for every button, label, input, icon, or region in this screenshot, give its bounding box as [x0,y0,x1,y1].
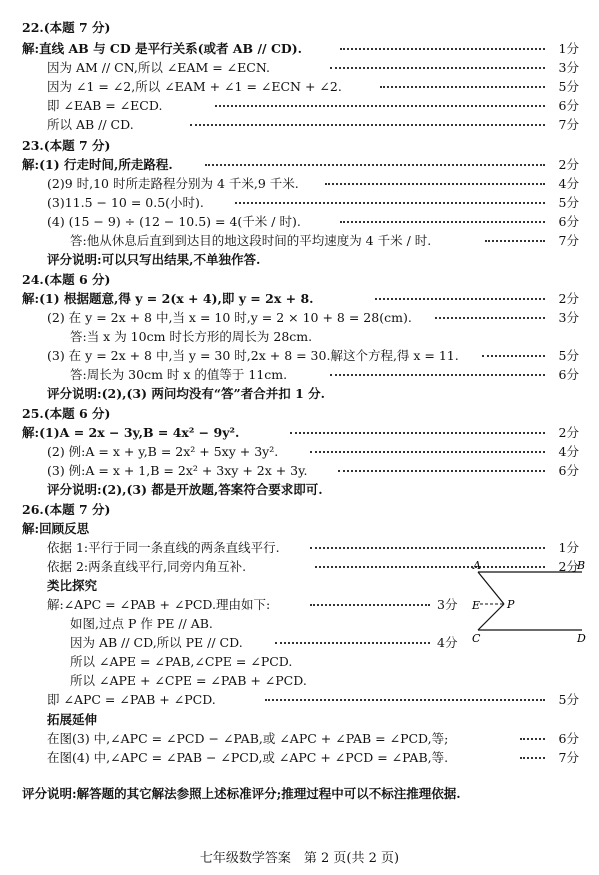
answer-text: 如图,过点 P 作 PE // AB. [70,616,213,631]
answer-text: (4) (15 − 9) ÷ (12 − 10.5) = 4(千米 / 时). [47,214,301,229]
answer-text: 评分说明:可以只写出结果,不单独作答. [47,252,261,267]
score-label: 7分 [558,750,579,765]
answer-text: 评分说明:(2),(3) 两问均没有“答”者合并扣 1 分. [47,386,326,401]
score-label: 2分 [558,559,579,574]
answer-line [0,519,599,537]
answer-line [0,174,599,192]
answer-line [0,784,599,802]
score-label: 3分 [437,597,458,612]
dot-leader [310,451,545,453]
dot-leader [190,124,545,126]
score-label: 7分 [558,233,579,248]
answer-text: 在图(4) 中,∠APC = ∠PAB − ∠PCD,或 ∠APC + ∠PCD = ∠PAB,等. [47,750,449,765]
answer-line [0,710,599,728]
score-label: 6分 [558,214,579,229]
answer-line [0,671,599,689]
answer-line [0,39,599,57]
dot-leader [235,202,545,204]
figure-label-d: D [577,632,586,645]
answer-line [0,289,599,307]
answer-text: 因为 AB // CD,所以 PE // CD. [70,635,243,650]
parallel-lines-figure [470,560,590,645]
answer-text: 解:(1)A = 2x − 3y,B = 4x² − 9y². [22,425,240,440]
dot-leader [330,374,545,376]
dot-leader [325,183,545,185]
answer-text: 解:回顾反思 [22,521,90,536]
score-label: 2分 [558,291,579,306]
dot-leader [380,86,545,88]
answer-text: 答:周长为 30cm 时 x 的值等于 11cm. [70,367,288,382]
answer-text: 因为 AM // CN,所以 ∠EAM = ∠ECN. [47,60,270,75]
score-label: 6分 [558,463,579,478]
score-label: 4分 [558,444,579,459]
answer-text: (2)9 时,10 时所走路程分别为 4 千米,9 千米. [47,176,299,191]
answer-line [0,423,599,441]
answer-text: 所以 ∠APE = ∠PAB,∠CPE = ∠PCD. [70,654,293,669]
score-label: 1分 [558,41,579,56]
answer-line [0,365,599,383]
score-label: 4分 [437,635,458,650]
score-label: 2分 [558,425,579,440]
dot-leader [205,164,545,166]
answer-line [0,652,599,670]
dot-leader [340,221,545,223]
figure-label-p: P [507,598,515,611]
answer-text: 依据 2:两条直线平行,同旁内角互补. [47,559,247,574]
answer-line [0,346,599,364]
score-label: 5分 [558,692,579,707]
dot-leader [485,240,545,242]
score-label: 5分 [558,348,579,363]
answer-line [0,384,599,402]
answer-text: (3)11.5 − 10 = 0.5(小时). [47,195,204,210]
answer-text: 所以 ∠APE + ∠CPE = ∠PAB + ∠PCD. [70,673,307,688]
score-label: 7分 [558,117,579,132]
figure-label-a: A [473,560,481,572]
answer-line [0,96,599,114]
answer-text: 解:(1) 行走时间,所走路程. [22,157,173,172]
answer-line [0,136,599,154]
dot-leader [215,105,545,107]
dot-leader [340,48,545,50]
answer-line [0,729,599,747]
answer-text: (2) 例:A = x + y,B = 2x² + 5xy + 3y². [47,444,279,459]
answer-text: 解:直线 AB 与 CD 是平行关系(或者 AB // CD). [22,41,302,56]
answer-line [0,115,599,133]
answer-line [0,442,599,460]
answer-text: 答:当 x 为 10cm 时长方形的周长为 28cm. [70,329,313,344]
figure-label-c: C [472,632,481,645]
score-label: 6分 [558,731,579,746]
answer-text: 因为 ∠1 = ∠2,所以 ∠EAM + ∠1 = ∠ECN + ∠2. [47,79,342,94]
answer-line [0,155,599,173]
answer-line [0,404,599,422]
score-label: 1分 [558,540,579,555]
page-footer: 七年级数学答案 第 2 页(共 2 页) [199,851,400,866]
answer-line [0,538,599,556]
answer-text: 25.(本题 6 分) [22,406,111,421]
answer-line [0,480,599,498]
figure-label-e: E [472,599,481,612]
answer-text: (2) 在 y = 2x + 8 中,当 x = 10 时,y = 2 × 10 + 8 = 28(cm). [47,310,412,325]
answer-line [0,690,599,708]
dot-leader [275,642,430,644]
answer-text: 22.(本题 7 分) [22,20,111,35]
score-label: 2分 [558,157,579,172]
answer-line [0,250,599,268]
figure-label-b: B [577,560,586,572]
answer-text: 评分说明:解答题的其它解法参照上述标准评分;推理过程中可以不标注推理依据. [22,786,461,801]
answer-line [0,748,599,766]
answer-line [0,77,599,95]
answer-line [0,18,599,36]
dot-leader [338,470,545,472]
answer-line [0,308,599,326]
answer-text: 拓展延伸 [47,712,98,727]
score-label: 6分 [558,367,579,382]
answer-text: 解:(1) 根据题意,得 y = 2(x + 4),即 y = 2x + 8. [22,291,314,306]
score-label: 3分 [558,60,579,75]
answer-line [0,231,599,249]
answer-text: 23.(本题 7 分) [22,138,111,153]
answer-line [0,327,599,345]
dot-leader [520,757,545,759]
answer-line [0,212,599,230]
answer-text: 解:∠APC = ∠PAB + ∠PCD.理由如下: [47,597,271,612]
answer-text: 在图(3) 中,∠APC = ∠PCD − ∠PAB,或 ∠APC + ∠PAB = ∠PCD,等; [47,731,449,746]
answer-line [0,193,599,211]
dot-leader [290,432,545,434]
answer-text: 答:他从休息后直到到达目的地这段时间的平均速度为 4 千米 / 时. [70,233,432,248]
dot-leader [520,738,545,740]
answer-text: 评分说明:(2),(3) 都是开放题,答案符合要求即可. [47,482,323,497]
dot-leader [310,547,545,549]
answer-text: (3) 在 y = 2x + 8 中,当 y = 30 时,2x + 8 = 30.解这个方程,得 x = 11. [47,348,459,363]
answer-text: 26.(本题 7 分) [22,502,111,517]
answer-text: (3) 例:A = x + 1,B = 2x² + 3xy + 2x + 3y. [47,463,308,478]
score-label: 4分 [558,176,579,191]
answer-text: 依据 1:平行于同一条直线的两条直线平行. [47,540,280,555]
answer-text: 所以 AB // CD. [47,117,134,132]
answer-text: 类比探究 [47,578,98,593]
score-label: 5分 [558,79,579,94]
dot-leader [375,298,545,300]
answer-text: 即 ∠APC = ∠PAB + ∠PCD. [47,692,216,707]
answer-line [0,461,599,479]
answer-text: 24.(本题 6 分) [22,272,111,287]
dot-leader [330,67,545,69]
dot-leader [482,355,545,357]
answer-line [0,500,599,518]
score-label: 5分 [558,195,579,210]
answer-line [0,58,599,76]
dot-leader [265,699,545,701]
score-label: 3分 [558,310,579,325]
answer-line [0,270,599,288]
dot-leader [310,604,430,606]
score-label: 6分 [558,98,579,113]
dot-leader [435,317,545,319]
answer-text: 即 ∠EAB = ∠ECD. [47,98,163,113]
